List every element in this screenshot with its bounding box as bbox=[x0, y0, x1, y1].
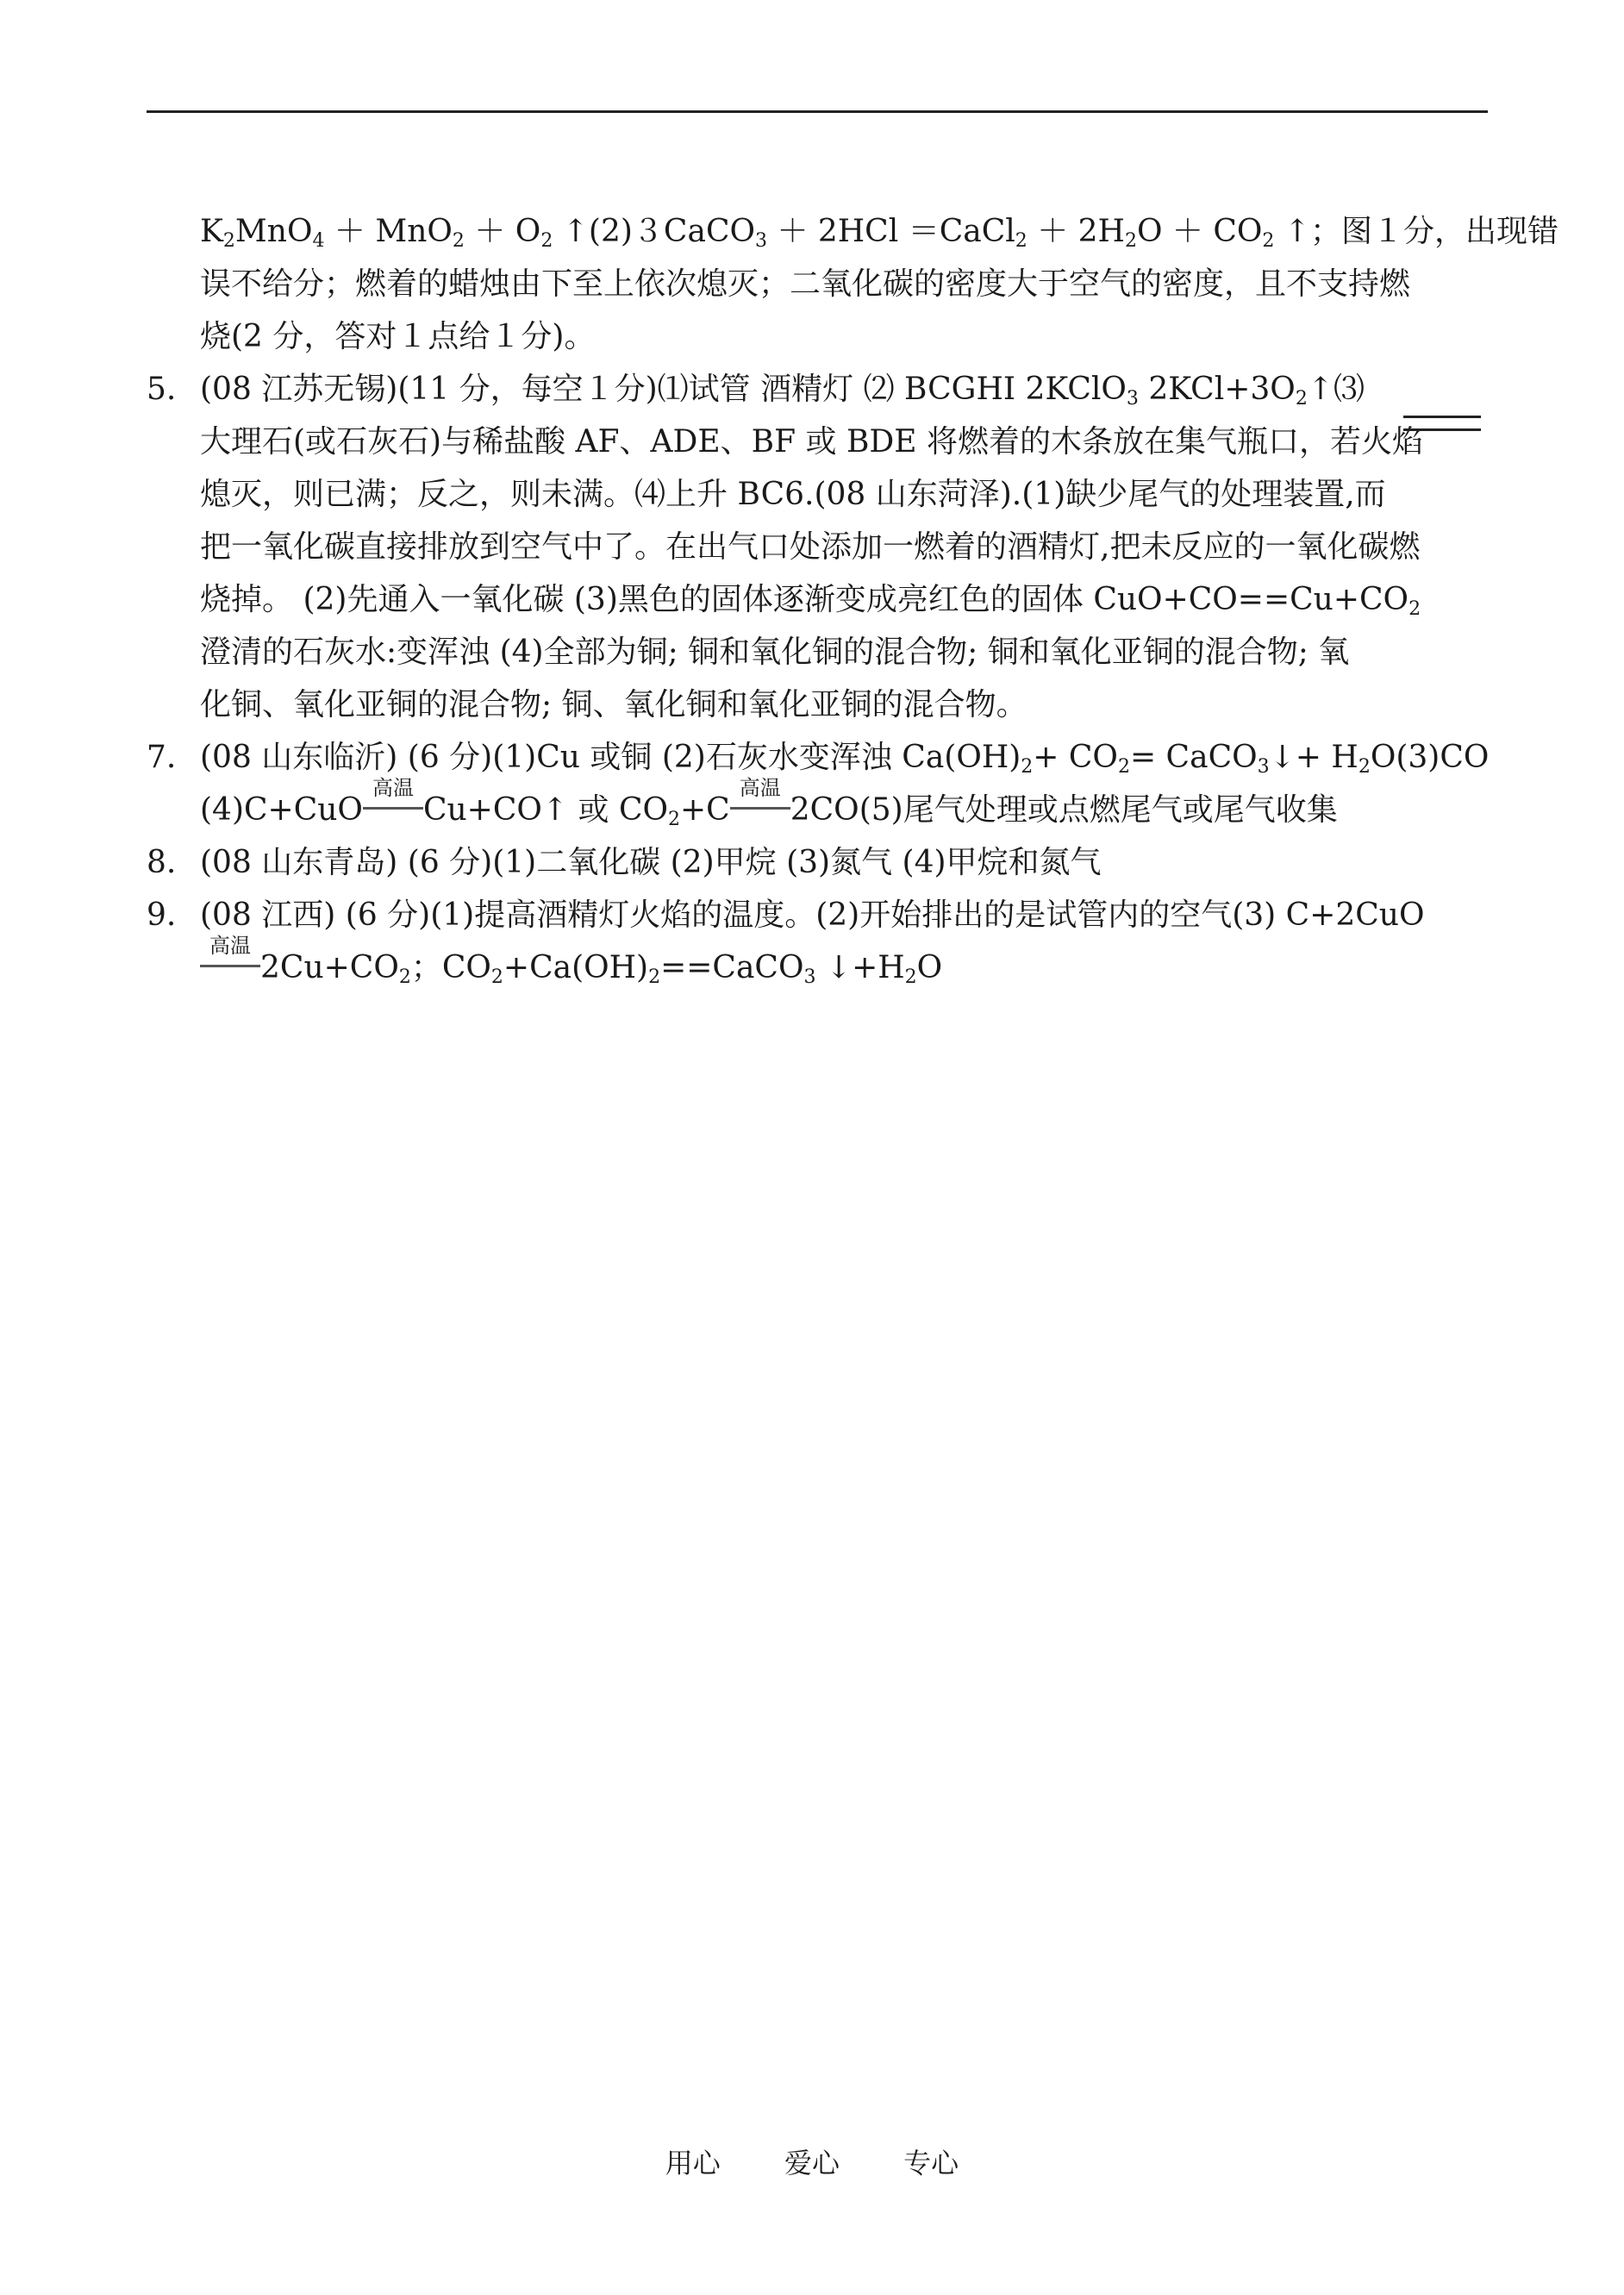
answer-number: 9. bbox=[147, 897, 177, 933]
page-footer bbox=[0, 2142, 1624, 2181]
footer-text-2: 爱心 bbox=[784, 2147, 840, 2179]
answer-8-line-1: 8. (08 山东青岛) (6 分)(1)二氧化碳 (2)甲烷 (3)氮气 (4)甲烷和氮气 bbox=[147, 836, 1508, 889]
answer-number: 8. bbox=[147, 845, 177, 880]
answer-number: 5. bbox=[147, 372, 177, 407]
answer-9-line-1: 9. (08 江西) (6 分)(1)提高酒精灯火焰的温度。(2)开始排出的是试管内的空气(3) C+2CuO bbox=[147, 889, 1508, 941]
footer-text-1: 用心 bbox=[665, 2147, 721, 2179]
answer-content bbox=[147, 205, 1559, 994]
continued-answer-line-1: $K_2MnO_4 + MnO_2 + O_2$ ↑(2)３CaCO$_3$ ＋ 2HCl ＝CaCl$_2$ ＋ $2H_2O + CO_2$ ↑；图１分，出现错 bbox=[200, 214, 1559, 252]
answer-5-line-4: 把一氧化碳直接排放到空气中了。在出气口处添加一燃着的酒精灯,把未反应的一氧化碳燃 bbox=[200, 529, 1421, 565]
header-rule bbox=[147, 110, 1488, 113]
answer-5-line-3: 熄灭，则已满；反之，则未满。⑷上升 BC6.(08 山东菏泽).(1)缺少尾气的处理装置,而 bbox=[200, 477, 1386, 512]
answer-9-line-2: 高温 $2Cu+CO_2$；$CO_2+Ca(OH)_2==CaCO_3$ $↓+H_2O$ bbox=[147, 941, 1508, 994]
answer-5-line-5: 烧掉。 (2)先通入一氧化碳 (3)黑色的固体逐渐变成亮红色的固体 $CuO+CO==Cu+CO_2$ bbox=[200, 582, 1421, 620]
answer-5-line-2: 大理石(或石灰石)与稀盐酸 AF、ADE、BF 或 BDE 将燃着的木条放在集气瓶口，若火焰 bbox=[147, 416, 1508, 468]
answer-number: 7. bbox=[147, 740, 177, 775]
answer-5-line-7: 化铜、氧化亚铜的混合物; 铜、氧化铜和氧化亚铜的混合物。 bbox=[200, 687, 1027, 722]
answer-7-line-1: 7. (08 山东临沂) (6 分)(1)Cu 或铜 (2)石灰水变浑浊 $Ca(OH)_2+ CO_2=$ CaCO$_3$↓+ $H_2O(3)CO$ bbox=[147, 731, 1508, 784]
continued-answer-line-2: 误不给分；燃着的蜡烛由下至上依次熄灭；二氧化碳的密度大于空气的密度，且不支持燃 bbox=[200, 266, 1411, 302]
reaction-condition: 高温 bbox=[730, 807, 790, 820]
continued-answer-line-3: 烧(2 分，答对１点给１分)。 bbox=[200, 319, 596, 354]
answer-5-line-1: 5. (08 江苏无锡)(11 分，每空１分)⑴试管 酒精灯 ⑵ BCGHI 2KClO$_3$ $2KCl+3O_2↑⑶$ bbox=[147, 363, 1508, 416]
reaction-condition: 高温 bbox=[363, 807, 423, 820]
answer-5-line-6: 澄清的石灰水:变浑浊 (4)全部为铜; 铜和氧化铜的混合物; 铜和氧化亚铜的混合物; 氧 bbox=[200, 635, 1350, 670]
footer-text-3: 专心 bbox=[903, 2147, 959, 2179]
answer-7-line-2: (4)C+CuO 高温 Cu+CO↑ 或 $CO_2+C$ 高温 2CO(5)尾气处理或点燃尾气或尾气收集 bbox=[200, 776, 1338, 830]
double-equals-sign bbox=[1403, 416, 1481, 431]
reaction-condition: 高温 bbox=[200, 965, 260, 978]
